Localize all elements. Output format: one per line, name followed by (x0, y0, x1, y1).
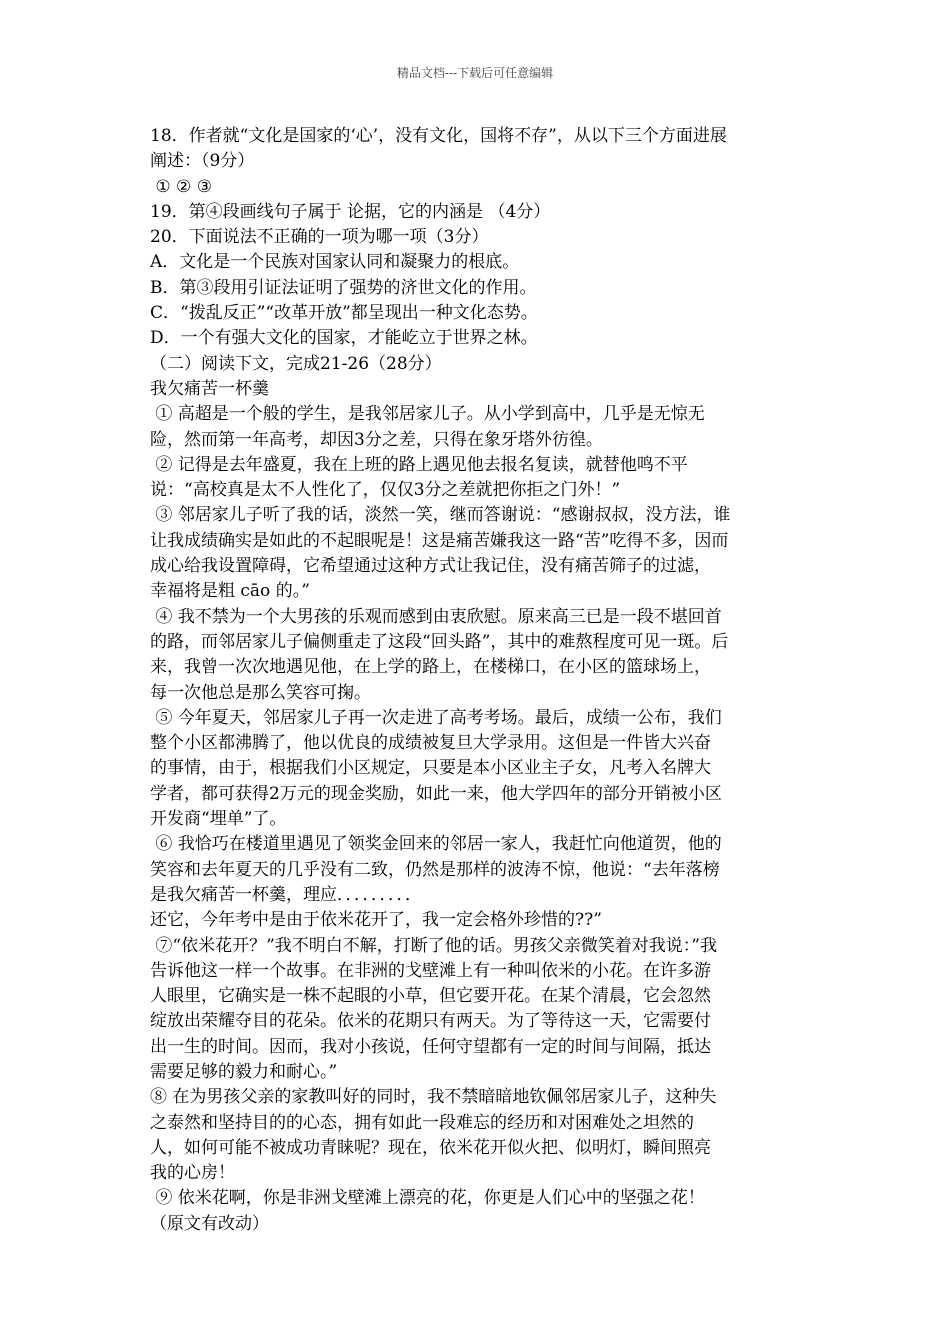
text-line: 来，我曾一次次地遇见他，在上学的路上，在楼梯口，在小区的篮球场上， (150, 657, 711, 678)
text-line: 19．第④段画线句子属于 论据，它的内涵是 （4分） (150, 201, 551, 222)
text-line: 成心给我设置障碍，它希望通过这种方式让我记住，没有痛苦筛子的过滤， (150, 556, 711, 577)
text-line: 说：“高校真是太不人性化了，仅仅3分之差就把你拒之门外！” (150, 480, 621, 501)
text-line: 是我欠痛苦一杯羹，理应．．．．．．．．． (150, 884, 422, 905)
text-line: 出一生的时间。因而，我对小孩说，任何守望都有一定的时间与间隔，抵达 (150, 1036, 711, 1057)
text-line: 让我成绩确实是如此的不起眼呢是！这是痛苦嫌我这一路“苦”吃得不多，因而 (150, 530, 729, 551)
text-line: D．一个有强大文化的国家，才能屹立于世界之林。 (150, 328, 538, 349)
page-header: 精品文档---下载后可任意编辑 (396, 66, 554, 80)
text-line: 笑容和去年夏天的几乎没有二致，仍然是那样的波涛不惊，他说：“去年落榜 (150, 859, 720, 880)
text-line: B．第③段用引证法证明了强势的济世文化的作用。 (150, 277, 537, 298)
text-line: 每一次他总是那么笑容可掬。 (150, 682, 371, 703)
text-line: 20．下面说法不正确的一项为哪一项（3分） (150, 227, 489, 248)
text-line: ① ② ③ (150, 176, 212, 197)
text-line: ⑤ 今年夏天，邻居家儿子再一次走进了高考考场。最后，成绩一公布，我们 (150, 707, 722, 728)
text-line: 险，然而第一年高考，却因3分之差，只得在象牙塔外彷徨。 (150, 429, 603, 450)
text-line: ③ 邻居家儿子听了我的话，淡然一笑，继而答谢说：“感谢叔叔，没方法，谁 (150, 505, 731, 526)
text-line: 还它，今年考中是由于依米花开了，我一定会格外珍惜的??” (150, 910, 602, 931)
text-line: 学者，都可获得2万元的现金奖励，如此一来，他大学四年的部分开销被小区 (150, 783, 722, 804)
text-line: 开发商“埋单”了。 (150, 809, 287, 830)
text-line: （原文有改动） (150, 1213, 269, 1234)
text-line: ② 记得是去年盛夏，我在上班的路上遇见他去报名复读，就替他鸣不平 (150, 454, 688, 475)
text-line: 我欠痛苦一杯羹 (150, 378, 269, 399)
text-line: 人，如何可能不被成功青睐呢？现在，依米花开似火把、似明灯，瞬间照亮 (150, 1137, 711, 1158)
text-line: C．“拨乱反正”“改革开放”都呈现出一种文化态势。 (150, 303, 538, 324)
text-line: ① 高超是一个般的学生，是我邻居家儿子。从小学到高中，几乎是无惊无 (150, 404, 705, 425)
text-line: ⑥ 我恰巧在楼道里遇见了领奖金回来的邻居一家人，我赶忙向他道贺，他的 (150, 834, 722, 855)
text-line: 幸福将是粗 cāo 的。” (150, 581, 310, 602)
text-line: ⑨ 依米花啊，你是非洲戈壁滩上漂亮的花，你更是人们心中的坚强之花！ (150, 1188, 705, 1209)
text-line: 整个小区都沸腾了，他以优良的成绩被复旦大学录用。这但是一件皆大兴奋 (150, 733, 711, 754)
text-line: 需要足够的毅力和耐心。” (150, 1061, 338, 1082)
text-line: ⑧ 在为男孩父亲的家教叫好的同时，我不禁暗暗地钦佩邻居家儿子，这种失 (150, 1087, 717, 1108)
text-line: ④ 我不禁为一个大男孩的乐观而感到由衷欣慰。原来高三已是一段不堪回首 (150, 606, 722, 627)
document-body (150, 124, 810, 1237)
text-line: 告诉他这一样一个故事。在非洲的戈壁滩上有一种叫依米的小花。在许多游 (150, 960, 711, 981)
text-line: A．文化是一个民族对国家认同和凝聚力的根底。 (150, 252, 520, 273)
text-line: 18．作者就“文化是国家的‘心’，没有文化，国将不存”，从以下三个方面进展 (150, 126, 727, 146)
text-line: 阐述：（9分） (150, 151, 255, 172)
text-line: （二）阅读下文，完成21-26（28分） (150, 353, 442, 374)
text-line: ⑦“依米花开？”我不明白不解，打断了他的话。男孩父亲微笑着对我说：”我 (150, 935, 717, 956)
text-line: 的路，而邻居家儿子偏侧重走了这段“回头路”，其中的难熬程度可见一斑。后 (150, 631, 729, 652)
text-line: 绽放出荣耀夺目的花朵。依米的花期只有两天。为了等待这一天，它需要付 (150, 1011, 711, 1032)
text-line: 我的心房！ (150, 1163, 235, 1184)
text-line: 人眼里，它确实是一株不起眼的小草，但它要开花。在某个清晨，它会忽然 (150, 986, 711, 1007)
text-line: 的事情，由于，根据我们小区规定，只要是本小区业主子女，凡考入名牌大 (150, 758, 711, 779)
text-line: 之泰然和坚持目的的心态，拥有如此一段难忘的经历和对困难处之坦然的 (150, 1112, 694, 1133)
